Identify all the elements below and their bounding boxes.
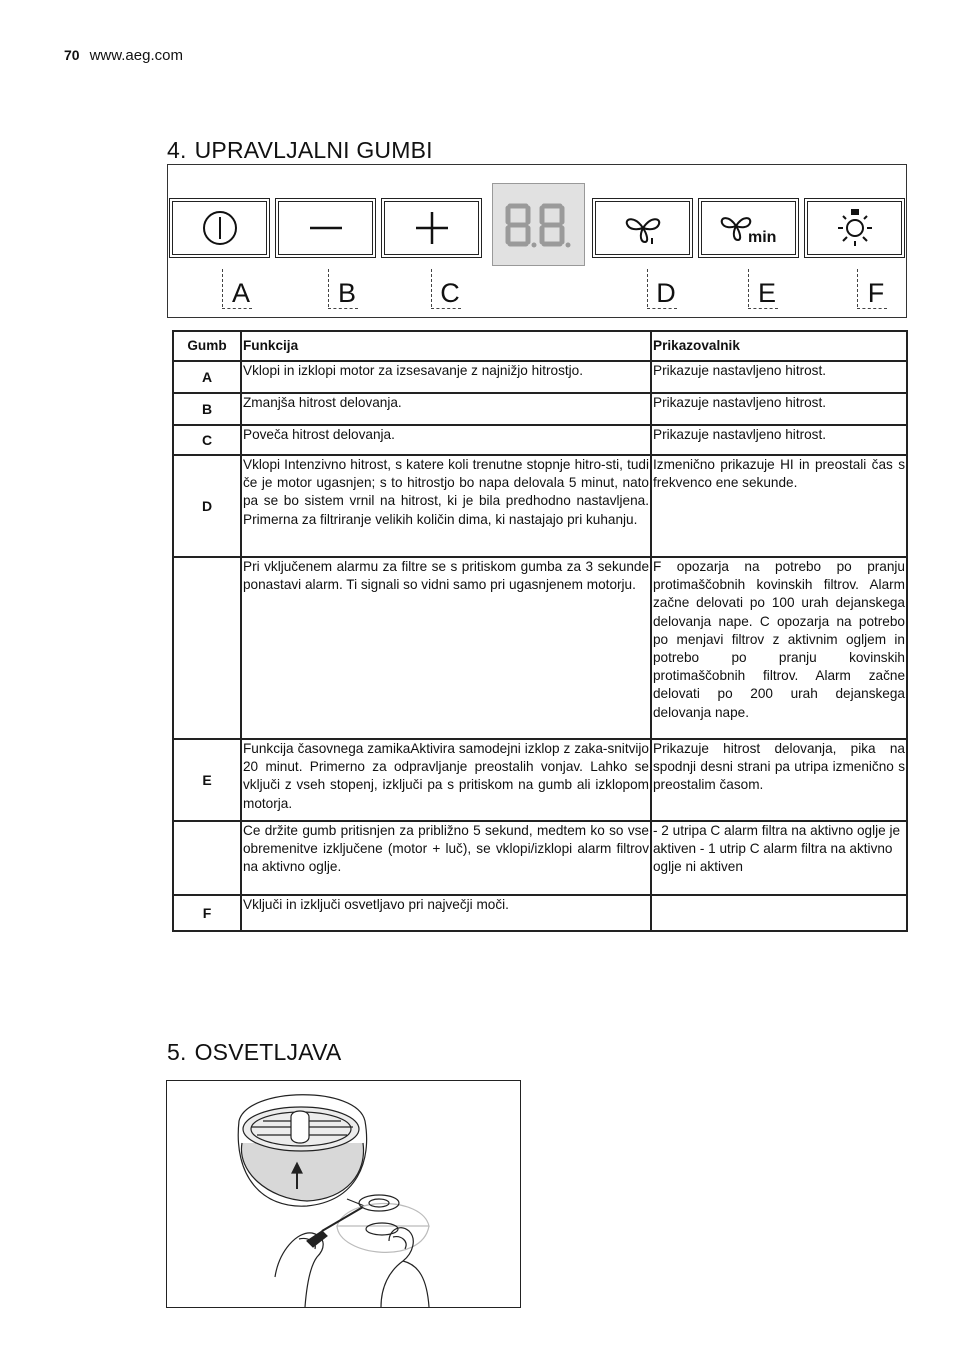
display-text: 8.8.: [501, 199, 504, 201]
row-function: Vključi in izključi osvetljavo pri največji moči.: [241, 895, 651, 931]
row-function: Vklopi Intenzivno hitrost, s katere koli trenutne stopnje hitro-sti, tudi če je motor ugasnjen; s to hitrostjo bo napa delovala 5 minut, nato pa se bo sistem vrnil na hitrost, ki je bila predhodno nastavljena. Primerna za filtriranje velikih količin dima, ki nastajajo pri kuhanju.: [241, 455, 651, 557]
table-row: [173, 739, 907, 821]
section-5-heading: OSVETLJAVA: [194, 1039, 342, 1065]
lamp-icon: [833, 206, 877, 250]
label-f: F: [857, 269, 887, 307]
section-4-heading: UPRAVLJALNI GUMBI: [194, 137, 433, 163]
section-5-number: 5.: [167, 1039, 187, 1065]
control-panel-diagram: [167, 164, 907, 318]
row-key: [173, 557, 241, 739]
row-function: Pri vključenem alarmu za filtre se s pritiskom gumba za 3 sekunde ponastavi alarm. Ti signali so vidni samo pri ugasnjenem motorju.: [241, 557, 651, 739]
row-function: Vklopi in izklopi motor za izsesavanje z najnižjo hitrostjo.: [241, 361, 651, 393]
table-row: [173, 393, 907, 425]
row-key: A: [173, 361, 241, 393]
min-label: min: [747, 229, 776, 246]
column-header: Gumb: [173, 331, 241, 361]
minus-button[interactable]: [275, 198, 376, 258]
column-header: Funkcija: [241, 331, 651, 361]
lamp-replacement-drawing: [167, 1081, 520, 1307]
label-e: E: [748, 269, 778, 307]
row-function: Funkcija časovnega zamikaAktivira samodejni izklop z zaka-snitvijo 20 minut. Primerno za odpravljanje preostalih vonjav. Lahko se vključi z vseh stopenj, izključi pa s pritiskom na gumb ali izklopom motorja.: [241, 739, 651, 821]
row-key: D: [173, 455, 241, 557]
row-display: Prikazuje nastavljeno hitrost.: [651, 361, 907, 393]
site-url: www.aeg.com: [89, 47, 183, 64]
row-key: F: [173, 895, 241, 931]
table-row: [173, 455, 907, 557]
row-key: C: [173, 425, 241, 455]
row-function: Poveča hitrost delovanja.: [241, 425, 651, 455]
power-button[interactable]: [169, 198, 270, 258]
section-5-title: [167, 1039, 341, 1066]
label-b: B: [328, 269, 358, 307]
lighting-illustration: [166, 1080, 521, 1308]
row-key: B: [173, 393, 241, 425]
table-header-row: [173, 331, 907, 361]
minus-icon: [306, 208, 346, 248]
row-display: F opozarja na potrebo po pranju protimaščobnih kovinskih filtrov. Alarm začne delovati po 100 urah dejanskega delovanja nape. C opozarja na potrebo po menjavi filtrov z aktivnim ogljem in potrebo po pranju kovinskih protimaščobnih filtrov. Alarm začne delovati po 200 urah dejanskega delovanja nape.: [651, 557, 907, 739]
label-c: C: [431, 269, 461, 307]
table-row: [173, 821, 907, 895]
plus-icon: [412, 208, 452, 248]
intensive-speed-button[interactable]: [592, 198, 693, 258]
row-display: [651, 895, 907, 931]
speed-display: [492, 183, 585, 266]
section-4-number: 4.: [167, 137, 187, 163]
row-display: Prikazuje hitrost delovanja, pika na spodnji desni strani pa utripa izmenično s preostalim časom.: [651, 739, 907, 821]
light-button[interactable]: [804, 198, 905, 258]
seven-segment-display: [502, 200, 576, 250]
row-key: E: [173, 739, 241, 821]
table-row: [173, 361, 907, 393]
fan-icon: [621, 208, 665, 248]
row-key: [173, 821, 241, 895]
plus-button[interactable]: [381, 198, 482, 258]
delayed-stop-button[interactable]: [698, 198, 799, 258]
table-row: [173, 557, 907, 739]
power-icon: [200, 208, 240, 248]
table-row: [173, 895, 907, 931]
fan-min-icon: [718, 208, 780, 248]
column-header: Prikazovalnik: [651, 331, 907, 361]
page-header: [64, 47, 183, 64]
row-function: Ce držite gumb pritisnjen za približno 5 sekund, medtem ko so vse obremenitve izključene (motor + luč), se vklopi/izklopi alarm filtrov na aktivno oglje.: [241, 821, 651, 895]
page-number: 70: [64, 47, 80, 63]
row-function: Zmanjša hitrost delovanja.: [241, 393, 651, 425]
section-4-title: [167, 137, 433, 164]
function-table: [172, 330, 908, 932]
row-display: Izmenično prikazuje HI in preostali čas s frekvenco ene sekunde.: [651, 455, 907, 557]
label-d: D: [647, 269, 677, 307]
row-display: Prikazuje nastavljeno hitrost.: [651, 425, 907, 455]
table-row: [173, 425, 907, 455]
label-a: A: [222, 269, 252, 307]
row-display: - 2 utripa C alarm filtra na aktivno oglje je aktiven - 1 utrip C alarm filtra na aktivno oglje ni aktiven: [651, 821, 907, 895]
row-display: Prikazuje nastavljeno hitrost.: [651, 393, 907, 425]
